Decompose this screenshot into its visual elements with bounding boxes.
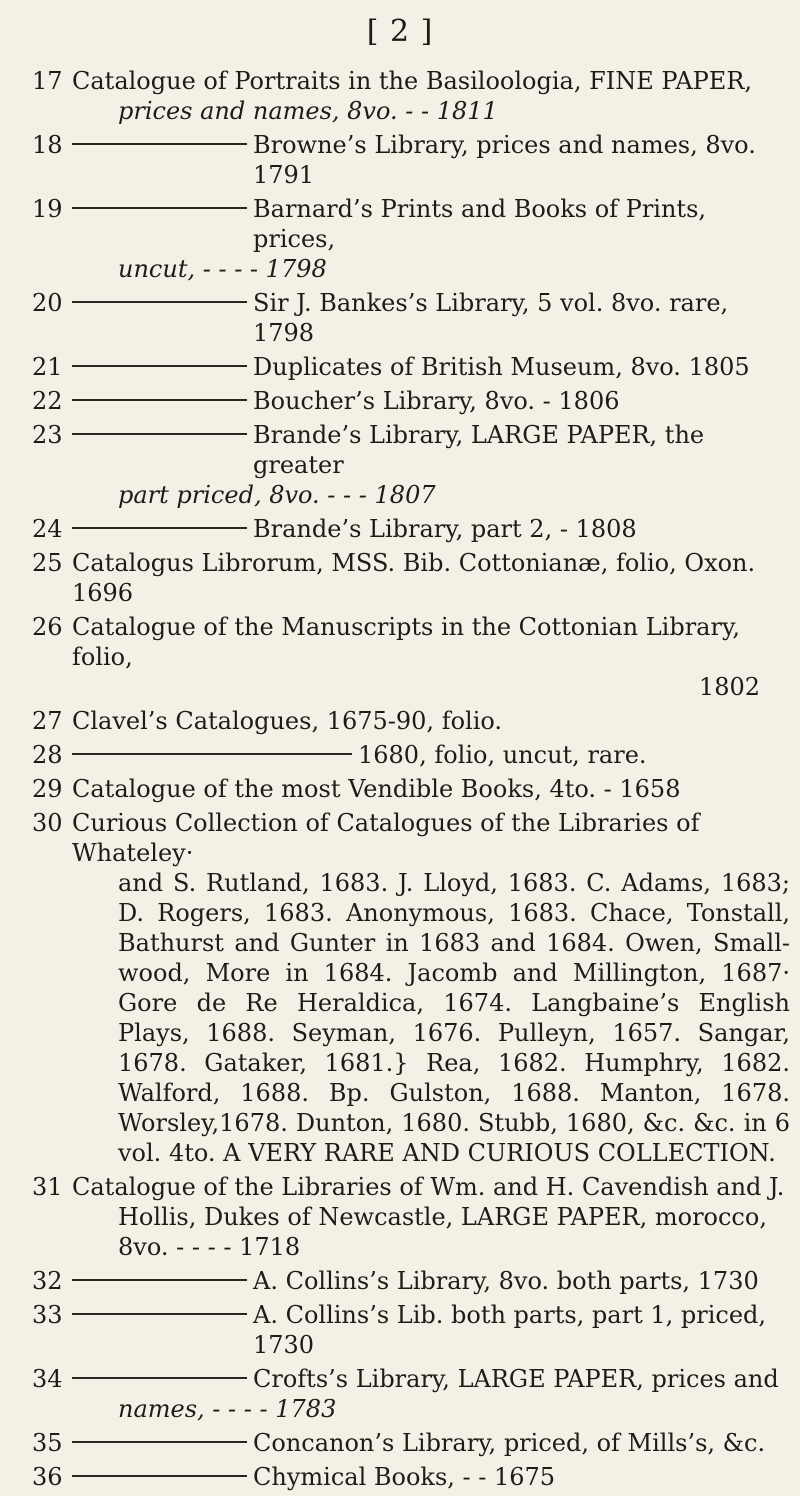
- entry-text: Barnard’s Prints and Books of Prints, prices,: [253, 195, 707, 253]
- ditto-rule: [72, 399, 247, 401]
- entry-number: 26: [32, 613, 63, 641]
- entry-number: 20: [32, 289, 63, 317]
- entry-number: 25: [32, 549, 63, 577]
- catalogue-entry: [32, 808, 790, 1168]
- entry-text: Catalogue of the Manuscripts in the Cottonian Library, folio,: [72, 613, 740, 671]
- entry-text: Catalogue of the Libraries of Wm. and H. Cavendish and J.: [72, 1173, 785, 1201]
- entry-text: A. Collins’s Library, 8vo. both parts, 1730: [253, 1267, 759, 1295]
- entry-number: 34: [32, 1365, 63, 1393]
- ditto-rule: [72, 433, 247, 435]
- entry-number: 29: [32, 775, 63, 803]
- entry-number: 24: [32, 515, 63, 543]
- entry-number: 17: [32, 67, 63, 95]
- entry-text: Chymical Books, - - 1675: [253, 1463, 556, 1491]
- catalogue-entry: [32, 740, 790, 770]
- entry-text: Clavel’s Catalogues, 1675-90, folio.: [72, 707, 503, 735]
- catalogue-entry: [32, 706, 790, 736]
- entry-number: 30: [32, 809, 63, 837]
- ditto-rule: [72, 365, 247, 367]
- catalogue-entry: [32, 514, 790, 544]
- catalogue-entry: [32, 1266, 790, 1296]
- ditto-rule: [72, 301, 247, 303]
- catalogue-entry: [32, 1172, 790, 1262]
- entry-text: Catalogus Librorum, MSS. Bib. Cottonianæ, folio, Oxon. 1696: [72, 549, 756, 607]
- catalogue-entry: [32, 1428, 790, 1458]
- entry-text-continued: prices and names, 8vo. - - 1811: [118, 97, 498, 125]
- entry-text-continued: and S. Rutland, 1683. J. Lloyd, 1683. C. Adams, 1683; D. Rogers, 1683. Anonymous, 1683. Chace, Tonstall, Bathurst and Gunter in 1683 and 1684. Owen, Small-wood, More in 1684. Jacomb and Millington, 1687· Gore de Re Heraldica, 1674. Langbaine’s English Plays, 1688. Seyman, 1676. Pulleyn, 1657. Sangar, 1678. Gataker, 1681.} Rea, 1682. Humphry, 1682. Walford, 1688. Bp. Gulston, 1688. Manton, 1678. Worsley,1678. Dunton, 1680. Stubb, 1680, &c. &c. in 6 vol. 4to. A VERY RARE AND CURIOUS COLLECTION.: [118, 869, 790, 1167]
- entry-text-continued: Hollis, Dukes of Newcastle, LARGE PAPER, morocco, 8vo. - - - - 1718: [118, 1203, 767, 1261]
- entry-number: 28: [32, 741, 63, 769]
- entry-number: 23: [32, 421, 63, 449]
- ditto-rule: [72, 1313, 247, 1315]
- catalogue-entry: [32, 66, 790, 126]
- ditto-rule: [72, 1279, 247, 1281]
- catalogue-entry: [32, 1364, 790, 1424]
- entry-number: 27: [32, 707, 63, 735]
- entry-year: 1802: [698, 673, 760, 701]
- catalogue-entry: [32, 774, 790, 804]
- entry-text: Brande’s Library, part 2, - 1808: [253, 515, 637, 543]
- entry-text: Duplicates of British Museum, 8vo. 1805: [253, 353, 750, 381]
- catalogue-entry: [32, 194, 790, 284]
- entry-number: 21: [32, 353, 63, 381]
- entry-text: Concanon’s Library, priced, of Mills’s, &c.: [253, 1429, 766, 1457]
- entry-number: 31: [32, 1173, 63, 1201]
- entry-text-continued: part priced, 8vo. - - - 1807: [118, 481, 436, 509]
- entry-number: 18: [32, 131, 63, 159]
- entry-text: 1680, folio, uncut, rare.: [358, 741, 647, 769]
- entry-text: Browne’s Library, prices and names, 8vo. 1791: [253, 131, 756, 189]
- ditto-rule: [72, 527, 247, 529]
- ditto-rule: [72, 753, 352, 755]
- catalogue-entry: [32, 1300, 790, 1360]
- entry-text: Boucher’s Library, 8vo. - 1806: [253, 387, 620, 415]
- entry-text: Curious Collection of Catalogues of the Libraries of Whateley·: [72, 809, 700, 867]
- entry-text-continued: uncut, - - - - 1798: [118, 255, 327, 283]
- entry-number: 19: [32, 195, 63, 223]
- catalogue-entry: [32, 420, 790, 510]
- catalogue-entry: [32, 1462, 790, 1492]
- catalogue-entry: [32, 548, 790, 608]
- entry-text: Catalogue of Portraits in the Basiloologia, FINE PAPER,: [72, 67, 753, 95]
- entry-number: 22: [32, 387, 63, 415]
- entry-text: Crofts’s Library, LARGE PAPER, prices and: [253, 1365, 779, 1393]
- entry-text: Sir J. Bankes’s Library, 5 vol. 8vo. rare, 1798: [253, 289, 729, 347]
- entry-text: A. Collins’s Lib. both parts, part 1, priced, 1730: [253, 1301, 767, 1359]
- ditto-rule: [72, 143, 247, 145]
- ditto-rule: [72, 1377, 247, 1379]
- entry-number: 32: [32, 1267, 63, 1295]
- catalogue-entries: [32, 66, 790, 1496]
- entry-number: 33: [32, 1301, 63, 1329]
- ditto-rule: [72, 1475, 247, 1477]
- entry-number: 36: [32, 1463, 63, 1491]
- entry-number: 35: [32, 1429, 63, 1457]
- catalogue-entry: [32, 130, 790, 190]
- catalogue-entry: [32, 612, 790, 702]
- catalogue-entry: [32, 386, 790, 416]
- catalogue-entry: [32, 288, 790, 348]
- entry-text: Brande’s Library, LARGE PAPER, the greater: [253, 421, 705, 479]
- ditto-rule: [72, 207, 247, 209]
- entry-text: Catalogue of the most Vendible Books, 4to. - 1658: [72, 775, 681, 803]
- catalogue-entry: [32, 352, 790, 382]
- entry-text-continued: names, - - - - 1783: [118, 1395, 337, 1423]
- page-number: [ 2 ]: [366, 14, 434, 49]
